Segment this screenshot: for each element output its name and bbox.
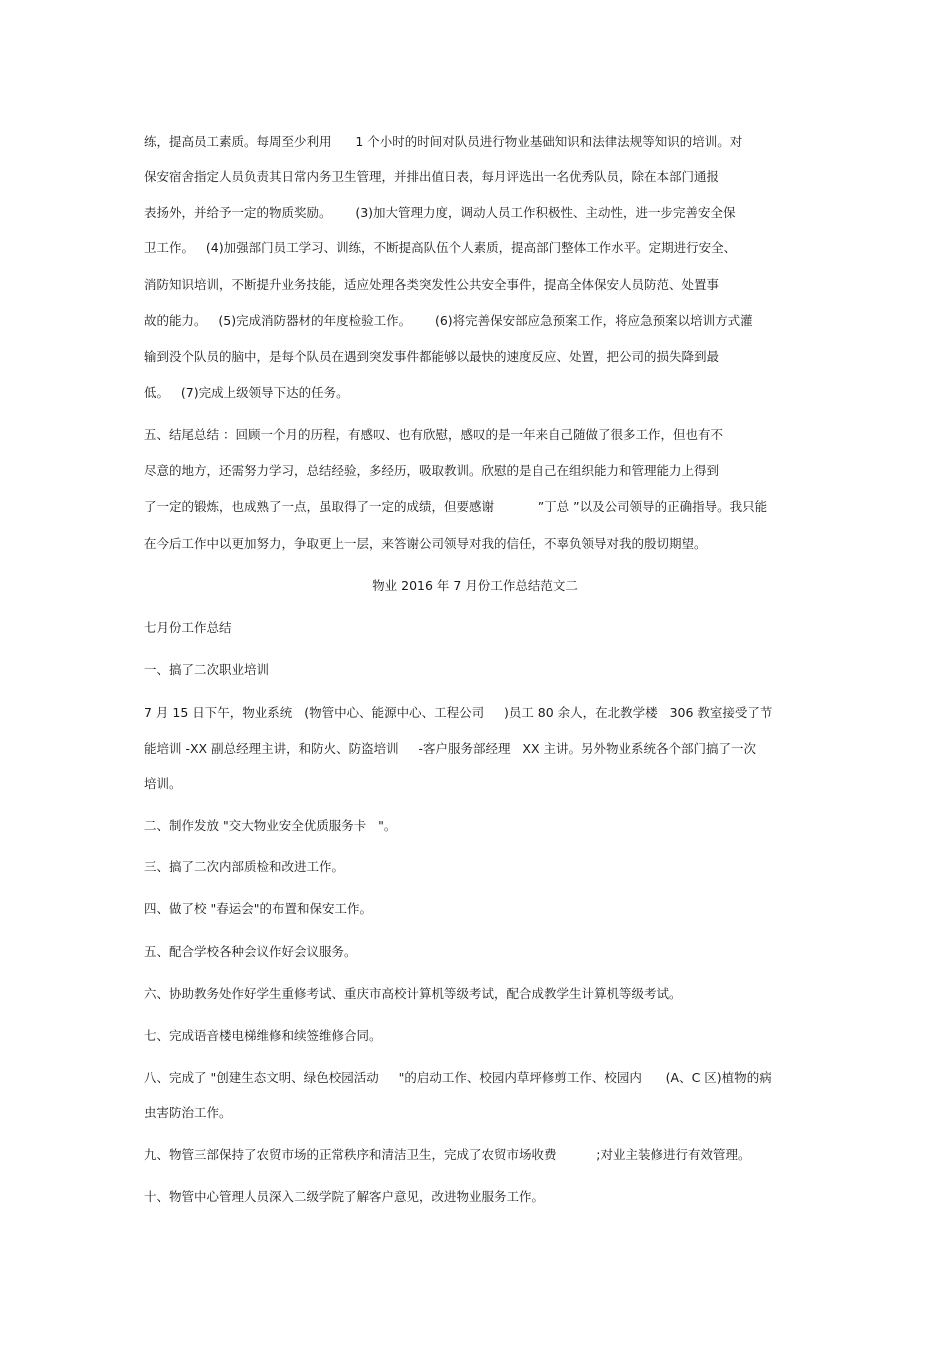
list-item: 一、搞了二次职业培训 [144, 662, 270, 677]
paragraph-line: 低。 (7)完成上级领导下达的任务。 [144, 385, 349, 400]
paragraph-line: 了一定的锻炼，也成熟了一点，虽取得了一定的成绩，但要感谢 ”丁总 ”以及公司领导的正确指导。我只能 [144, 499, 768, 514]
paragraph-line: 培训。 [144, 776, 182, 791]
list-item: 十、物管中心管理人员深入二级学院了解客户意见，改进物业服务工作。 [144, 1189, 545, 1204]
paragraph-line: 五、结尾总结 ：回顾一个月的历程，有感叹、也有欣慰，感叹的是一年来自己随做了很多工作，但也有不 [144, 427, 723, 442]
list-item: 九、物管三部保持了农贸市场的正常秩序和清洁卫生，完成了农贸市场收费 ;对业主装修进行有效管理。 [144, 1147, 751, 1162]
list-item: 五、配合学校各种会议作好会议服务。 [144, 944, 357, 959]
paragraph-line: 故的能力。 (5)完成消防器材的年度检验工作。 (6)将完善保安部应急预案工作，将应急预案以培训方式灌 [144, 313, 753, 328]
paragraph-line: 在今后工作中以更加努力，争取更上一层，来答谢公司领导对我的信任，不辜负领导对我的殷切期望。 [144, 536, 707, 551]
list-item: 二、制作发放 "交大物业安全优质服务卡 "。 [144, 818, 397, 833]
list-item: 八、完成了 "创建生态文明、绿色校园活动 "的启动工作、校园内草坪修剪工作、校园内 (A、C 区)植物的病 [144, 1070, 772, 1085]
paragraph-line: 消防知识培训，不断提升业务技能，适应处理各类突发性公共安全事件，提高全体保安人员防范、处置事 [144, 277, 720, 292]
section-title: 物业 2016 年 7 月份工作总结范文二 [372, 578, 578, 593]
paragraph-line: 能培训 -XX 副总经理主讲，和防火、防盗培训 -客户服务部经理 XX 主讲。另外物业系统各个部门搞了一次 [144, 741, 756, 756]
paragraph-line: 表扬外，并给予一定的物质奖励。 (3)加大管理力度，调动人员工作积极性、主动性，进一步完善安全保 [144, 205, 736, 220]
list-item: 四、做了校 "春运会"的布置和保安工作。 [144, 901, 372, 916]
paragraph-line: 卫工作。 (4)加强部门员工学习、训练，不断提高队伍个人素质，提高部门整体工作水平。定期进行安全、 [144, 240, 737, 255]
list-item: 七、完成语音楼电梯维修和续签维修合同。 [144, 1028, 382, 1043]
heading-line: 七月份工作总结 [144, 620, 232, 635]
paragraph-line: 尽意的地方，还需努力学习，总结经验，多经历，吸取教训。欣慰的是自己在组织能力和管理能力上得到 [144, 463, 720, 478]
paragraph-line: 保安宿舍指定人员负责其日常内务卫生管理，并排出值日表，每月评选出一名优秀队员，除在本部门通报 [144, 169, 720, 184]
list-item: 六、协助教务处作好学生重修考试、重庆市高校计算机等级考试，配合成教学生计算机等级考试。 [144, 986, 682, 1001]
paragraph-line: 练，提高员工素质。每周至少利用 1 个小时的时间对队员进行物业基础知识和法律法规等知识的培训。对 [144, 134, 743, 149]
paragraph-line: 7 月 15 日下午，物业系统 (物管中心、能源中心、工程公司 )员工 80 余人，在北教学楼 306 教室接受了节 [144, 705, 773, 720]
list-item: 三、搞了二次内部质检和改进工作。 [144, 859, 345, 874]
paragraph-line: 虫害防治工作。 [144, 1105, 232, 1120]
paragraph-line: 输到没个队员的脑中，是每个队员在遇到突发事件都能够以最快的速度反应、处置，把公司的损失降到最 [144, 349, 720, 364]
